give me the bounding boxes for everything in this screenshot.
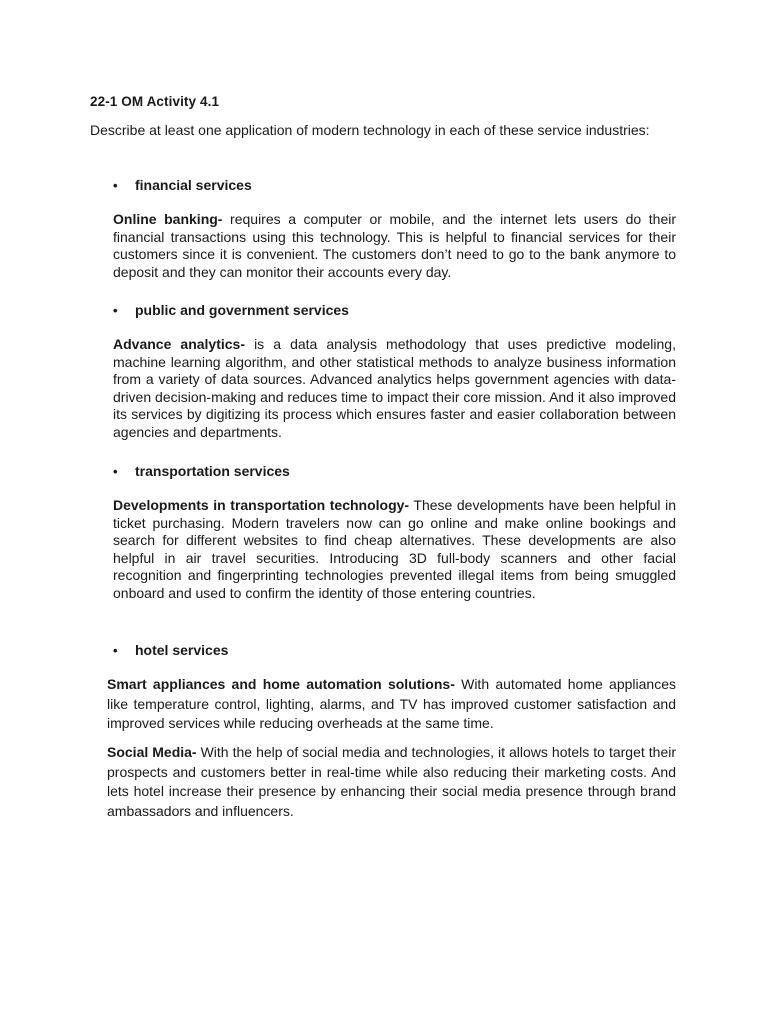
paragraph-lead: Developments in transportation technology- [113,497,410,513]
bullet-label: financial services [135,177,252,193]
document-title: 22-1 OM Activity 4.1 [90,94,220,109]
paragraph-lead: Online banking- [113,211,223,227]
bullet-icon: • [113,643,118,658]
bullet-label: hotel services [135,642,229,658]
paragraph-body: With automated home appliances like temperature control, lighting, alarms, and TV has improved customer satisfaction and improved services while reducing overheads at the same time. [107,676,676,731]
paragraph-lead: Social Media- [107,744,197,760]
paragraph-lead: Smart appliances and home automation solutions- [107,676,455,692]
paragraph-lead: Advance analytics- [113,336,246,352]
bullet-transportation-services [113,462,290,481]
bullet-icon: • [113,178,118,193]
paragraph-body: These developments have been helpful in ticket purchasing. Modern travelers now can go online and make online bookings and search for different websites to find cheap alternatives. These developments are also helpful in air travel securities. Introducing 3D full-body scanners and other facial recognition and fingerprinting technologies prevented illegal items from being smuggled onboard and used to confirm the identity of those entering countries. [113,497,676,601]
bullet-label: public and government services [135,302,349,318]
bullet-label: transportation services [135,463,290,479]
paragraph-body: With the help of social media and technologies, it allows hotels to target their prospects and customers better in real-time while also reducing their marketing costs. And lets hotel increase their presence by enhancing their social media presence through brand ambassadors and influencers. [107,744,677,819]
paragraph-body: requires a computer or mobile, and the internet lets users do their financial transactions using this technology. This is helpful to financial services for their customers since it is convenient. The customers don’t need to go to the bank anymore to deposit and they can monitor their accounts every day. [113,211,676,280]
paragraph-smart-appliances [107,675,676,734]
bullet-hotel-services [113,641,228,660]
intro-paragraph: Describe at least one application of modern technology in each of these service industries: [90,122,650,138]
paragraph-transportation-technology [113,497,676,603]
paragraph-body: is a data analysis methodology that uses predictive modeling, machine learning algorithm, and other statistical methods to analyze business information from a variety of data sources. Advanced analytics helps government agencies with data-driven decision-making and reduces time to impact their core mission. And it also improved its services by digitizing its process which ensures faster and easier collaboration between agencies and departments. [113,336,676,440]
bullet-financial-services [113,176,252,195]
paragraph-social-media [107,743,676,821]
paragraph-online-banking [113,211,676,281]
bullet-icon: • [113,303,118,318]
paragraph-advance-analytics [113,336,676,442]
bullet-public-government-services [113,301,349,320]
bullet-icon: • [113,464,118,479]
